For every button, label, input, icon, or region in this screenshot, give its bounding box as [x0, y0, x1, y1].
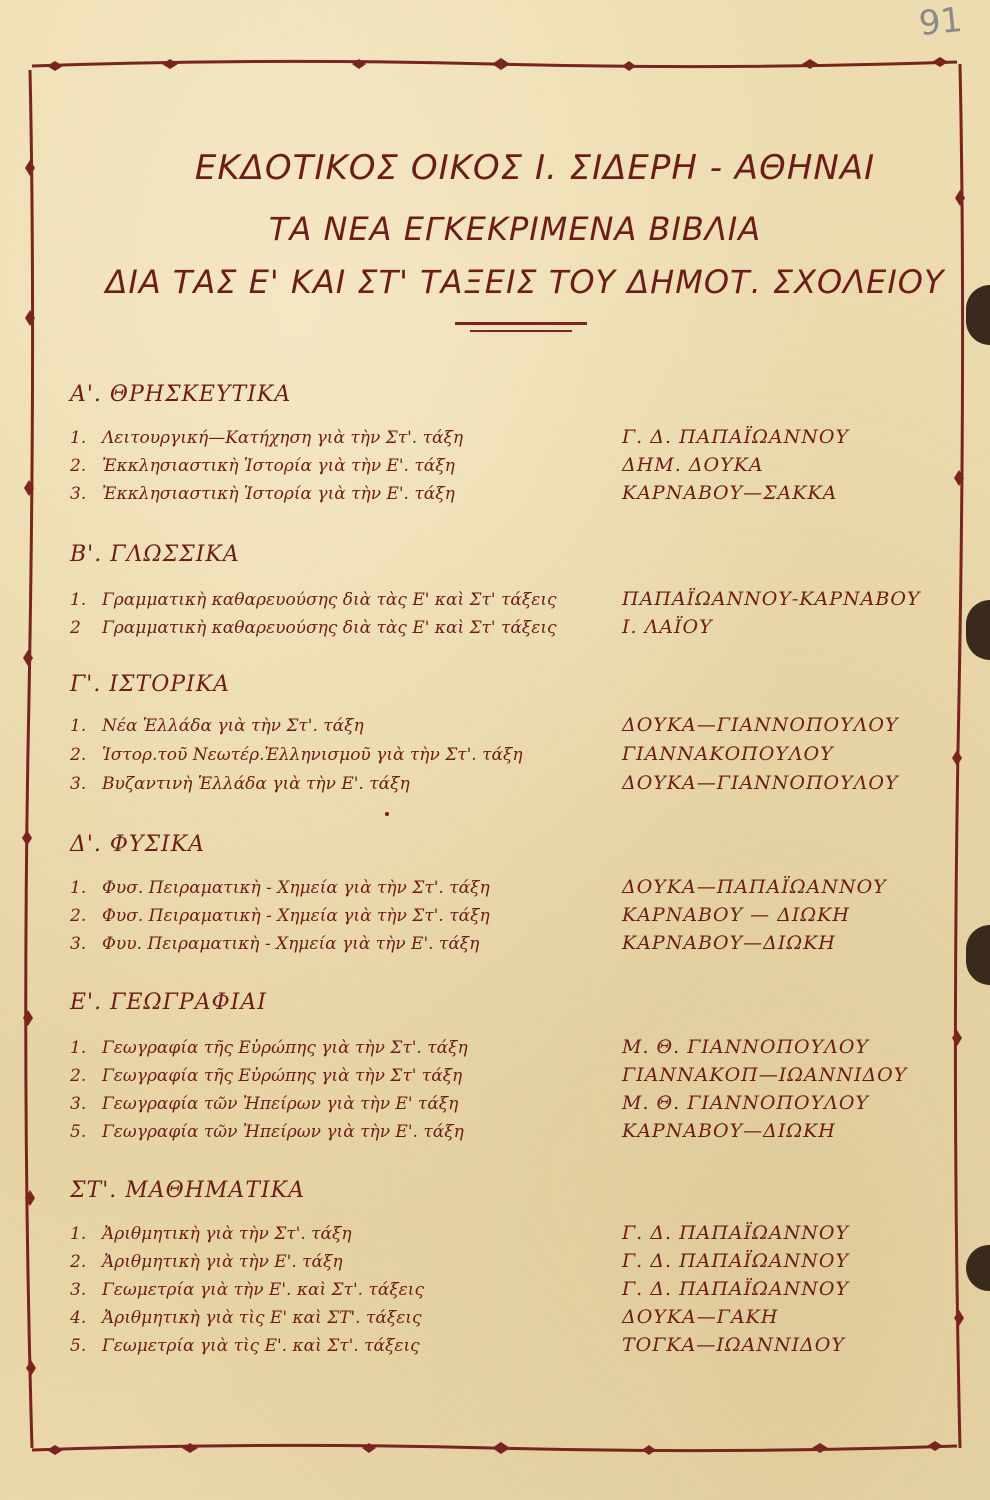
book-row [70, 1066, 970, 1094]
book-title: Γραμματικὴ καθαρευούσης διὰ τὰς Ε' καὶ Στ' τάξεις [102, 590, 557, 610]
item-number: 2 [70, 618, 81, 638]
item-number: 1. [70, 1038, 87, 1058]
item-number: 2. [70, 745, 87, 765]
item-number: 5. [70, 1336, 87, 1356]
book-author: Γ. Δ. ΠΑΠΑΪΩΑΝΝΟΥ [622, 1278, 849, 1300]
book-author: ΓΙΑΝΝΑΚΟΠΟΥΛΟΥ [622, 743, 834, 765]
item-number: 2. [70, 1066, 87, 1086]
book-author: ΓΙΑΝΝΑΚΟΠ—ΙΩΑΝΝΙΔΟΥ [622, 1064, 908, 1086]
book-title: Ἀριθμητικὴ γιὰ τὶς Ε' καὶ ΣΤ'. τάξεις [102, 1308, 422, 1328]
book-author: Γ. Δ. ΠΑΠΑΪΩΑΝΝΟΥ [622, 1222, 849, 1244]
item-number: 3. [70, 774, 87, 794]
book-title: Γραμματικὴ καθαρευούσης διὰ τὰς Ε' καὶ Στ' τάξεις [102, 618, 557, 638]
book-author: Μ. Θ. ΓΙΑΝΝΟΠΟΥΛΟΥ [622, 1092, 869, 1114]
item-number: 5. [70, 1122, 87, 1142]
item-number: 2. [70, 1252, 87, 1272]
book-title: Γεωμετρία γιὰ τὴν Ε'. καὶ Στ'. τάξεις [102, 1280, 424, 1300]
book-row [70, 428, 970, 456]
book-row [70, 1122, 970, 1150]
item-number: 4. [70, 1308, 87, 1328]
book-author: ΚΑΡΝΑΒΟΥ—ΣΑΚΚΑ [622, 482, 838, 504]
section-title: Γ'. ΙΣΤΟΡΙΚΑ [70, 672, 231, 697]
book-title: Ἀριθμητικὴ γιὰ τὴν Στ'. τάξη [102, 1224, 352, 1244]
book-row [70, 484, 970, 512]
item-number: 3. [70, 484, 87, 504]
book-title: Φυυ. Πειραματικὴ - Χημεία γιὰ τὴν Ε'. τάξη [102, 934, 480, 954]
book-title: Φυσ. Πειραματικὴ - Χημεία γιὰ τὴν Στ'. τάξη [102, 878, 490, 898]
book-row [70, 456, 970, 484]
book-author: ΚΑΡΝΑΒΟΥ—ΔΙΩΚΗ [622, 1120, 836, 1142]
section-title: Β'. ΓΛΩΣΣΙΚΑ [70, 542, 240, 567]
book-row [70, 934, 970, 962]
book-title: Ἐκκλησιαστικὴ Ἱστορία γιὰ τὴν Ε'. τάξη [102, 484, 455, 504]
book-author: Γ. Δ. ΠΑΠΑΪΩΑΝΝΟΥ [622, 426, 849, 448]
divider-rule [455, 322, 587, 325]
book-row [70, 1224, 970, 1252]
book-title: Ἐκκλησιαστικὴ Ἱστορία γιὰ τὴν Ε'. τάξη [102, 456, 455, 476]
book-title: Γεωγραφία τῶν Ἠπείρων γιὰ τὴν Ε' τάξη [102, 1094, 459, 1114]
book-author: ΚΑΡΝΑΒΟΥ—ΔΙΩΚΗ [622, 932, 836, 954]
item-number: 1. [70, 1224, 87, 1244]
book-title: Λειτουργική—Κατήχηση γιὰ τὴν Στ'. τάξη [102, 428, 464, 448]
book-title: Γεωμετρία γιὰ τὶς Ε'. καὶ Στ'. τάξεις [102, 1336, 420, 1356]
item-number: 1. [70, 878, 87, 898]
item-number: 2. [70, 906, 87, 926]
item-number: 3. [70, 1094, 87, 1114]
page-subtitle: ΔΙΑ ΤΑΣ Ε' ΚΑΙ ΣΤ' ΤΑΞΕΙΣ ΤΟΥ ΔΗΜΟΤ. ΣΧΟΛΕΙΟΥ [105, 263, 945, 301]
book-title: Γεωγραφία τῶν Ἠπείρων γιὰ τὴν Ε'. τάξη [102, 1122, 464, 1142]
item-number: 3. [70, 1280, 87, 1300]
book-row [70, 1336, 970, 1364]
book-author: ΠΑΠΑΪΩΑΝΝΟΥ-ΚΑΡΝΑΒΟΥ [622, 588, 921, 610]
book-author: ΚΑΡΝΑΒΟΥ — ΔΙΩΚΗ [622, 904, 850, 926]
book-row [70, 590, 970, 618]
book-title: Ἱστορ.τοῦ Νεωτέρ.Ἑλληνισμοῦ γιὰ τὴν Στ'. τάξη [102, 745, 523, 765]
book-row [70, 1252, 970, 1280]
book-author: Γ. Δ. ΠΑΠΑΪΩΑΝΝΟΥ [622, 1250, 849, 1272]
page-title: ΤΑ ΝΕΑ ΕΓΚΕΚΡΙΜΕΝΑ ΒΙΒΛΙΑ [268, 210, 762, 248]
book-row [70, 774, 970, 802]
section-title: Ε'. ΓΕΩΓΡΑΦΙΑΙ [70, 990, 267, 1015]
item-number: 1. [70, 428, 87, 448]
book-author: Μ. Θ. ΓΙΑΝΝΟΠΟΥΛΟΥ [622, 1036, 869, 1058]
book-author: ΔΟΥΚΑ—ΠΑΠΑΪΩΑΝΝΟΥ [622, 876, 887, 898]
item-number: 2. [70, 456, 87, 476]
book-row [70, 1280, 970, 1308]
book-row [70, 878, 970, 906]
book-author: ΔΟΥΚΑ—ΓΑΚΗ [622, 1306, 779, 1328]
page-number: 91 [916, 0, 964, 45]
section-title: Α'. ΘΡΗΣΚΕΥΤΙΚΑ [70, 382, 292, 407]
book-row [70, 1038, 970, 1066]
book-row [70, 1094, 970, 1122]
section-title: Δ'. ΦΥΣΙΚΑ [70, 832, 206, 857]
book-author: ΤΟΓΚΑ—ΙΩΑΝΝΙΔΟΥ [622, 1334, 845, 1356]
book-row [70, 1308, 970, 1336]
ink-dot [385, 812, 389, 816]
book-title: Νέα Ἑλλάδα γιὰ τὴν Στ'. τάξη [102, 716, 364, 736]
section-title: ΣΤ'. ΜΑΘΗΜΑΤΙΚΑ [70, 1178, 305, 1203]
book-row [70, 745, 970, 773]
book-title: Γεωγραφία τῆς Εὐρώπης γιὰ τὴν Στ'. τάξη [102, 1038, 468, 1058]
book-row [70, 716, 970, 744]
book-row [70, 618, 970, 646]
book-author: ΔΟΥΚΑ—ΓΙΑΝΝΟΠΟΥΛΟΥ [622, 714, 899, 736]
book-author: ΔΗΜ. ΔΟΥΚΑ [622, 454, 764, 476]
book-title: Γεωγραφία τῆς Εὐρώπης γιὰ τὴν Στ' τάξη [102, 1066, 463, 1086]
book-title: Φυσ. Πειραματικὴ - Χημεία γιὰ τὴν Στ'. τάξη [102, 906, 490, 926]
book-author: ΔΟΥΚΑ—ΓΙΑΝΝΟΠΟΥΛΟΥ [622, 772, 899, 794]
book-author: Ι. ΛΑΪΟΥ [622, 616, 713, 638]
book-title: Βυζαντινὴ Ἑλλάδα γιὰ τὴν Ε'. τάξη [102, 774, 410, 794]
publisher-heading: ΕΚΔΟΤΙΚΟΣ ΟΙΚΟΣ Ι. ΣΙΔΕΡΗ - ΑΘΗΝΑΙ [194, 148, 876, 188]
item-number: 3. [70, 934, 87, 954]
item-number: 1. [70, 716, 87, 736]
divider-rule [470, 330, 572, 332]
book-row [70, 906, 970, 934]
item-number: 1. [70, 590, 87, 610]
book-title: Ἀριθμητικὴ γιὰ τὴν Ε'. τάξη [102, 1252, 343, 1272]
